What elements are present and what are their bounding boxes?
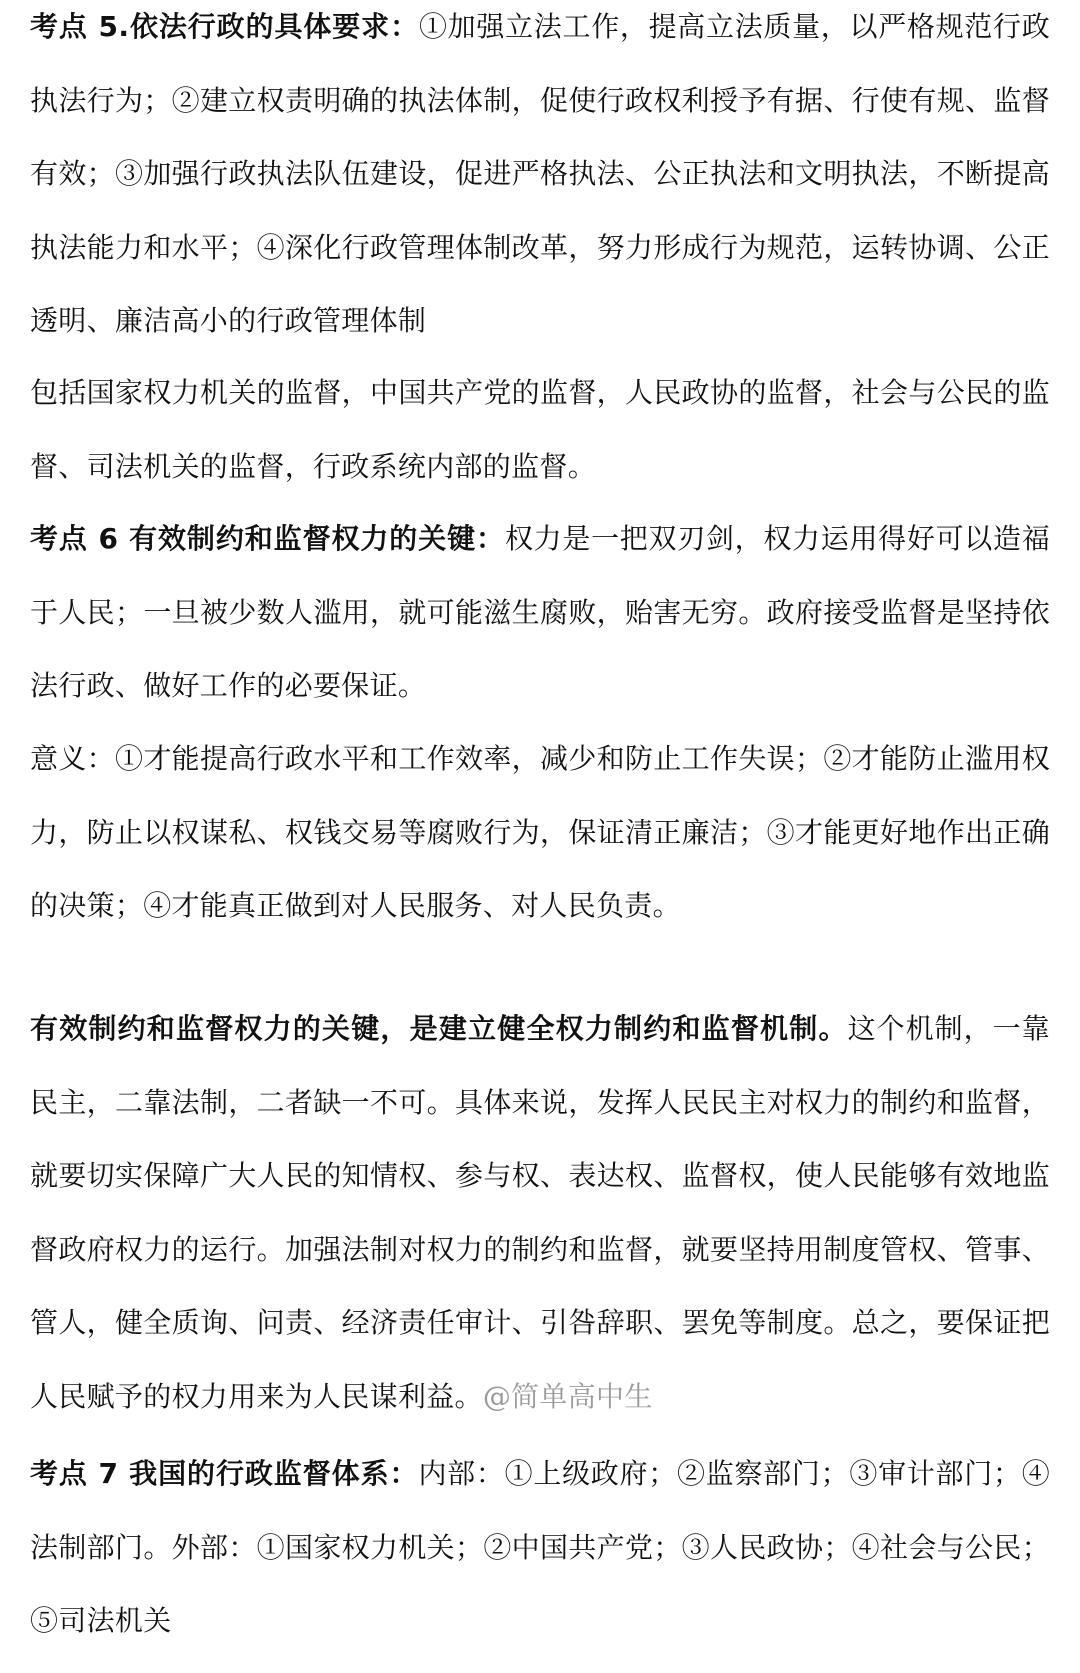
heading-point-5: 考点 5.依法行政的具体要求： bbox=[30, 10, 419, 43]
watermark-text: @简单高中生 bbox=[482, 1379, 653, 1413]
paragraph-supervision-list bbox=[30, 356, 1050, 503]
paragraph-key-mechanism bbox=[30, 992, 1050, 1433]
heading-point-6: 考点 6 有效制约和监督权力的关键： bbox=[30, 522, 505, 555]
paragraph-point-6 bbox=[30, 502, 1050, 723]
body-point-5: ①加强立法工作，提高立法质量，以严格规范行政执法行为；②建立权责明确的执法体制，促使行政权利授予有据、行使有规、监督有效；③加强行政执法队伍建设，促进严格执法、公正执法和文明执法，不断提高执法能力和水平；④深化行政管理体制改革，努力形成行为规范，运转协调、公正透明、廉洁高小的行政管理体制 bbox=[30, 10, 1050, 337]
paragraph-point-5 bbox=[30, 0, 1050, 358]
paragraph-significance bbox=[30, 722, 1050, 943]
heading-key-mechanism: 有效制约和监督权力的关键，是建立健全权力制约和监督机制。 bbox=[30, 1012, 848, 1045]
body-point-6: 权力是一把双刃剑，权力运用得好可以造福于人民；一旦被少数人滥用，就可能滋生腐败，贻害无穷。政府接受监督是坚持依法行政、做好工作的必要保证。 bbox=[30, 522, 1051, 702]
body-key-mechanism: 这个机制，一靠民主，二靠法制，二者缺一不可。具体来说，发挥人民民主对权力的制约和监督，就要切实保障广大人民的知情权、参与权、表达权、监督权，使人民能够有效地监督政府权力的运行。加强法制对权力的制约和监督，就要坚持用制度管权、管事、管人，健全质询、问责、经济责任审计、引咎辞职、罢免等制度。总之，要保证把人民赋予的权力用来为人民谋利益。 bbox=[30, 1012, 1050, 1413]
body-supervision-list: 包括国家权力机关的监督，中国共产党的监督，人民政协的监督，社会与公民的监督、司法机关的监督，行政系统内部的监督。 bbox=[30, 376, 1050, 483]
paragraph-point-7 bbox=[30, 1437, 1050, 1658]
body-significance: 意义：①才能提高行政水平和工作效率，减少和防止工作失误；②才能防止滥用权力，防止以权谋私、权钱交易等腐败行为，保证清正廉洁；③才能更好地作出正确的决策；④才能真正做到对人民服务、对人民负责。 bbox=[30, 742, 1050, 922]
body-point-7: 内部：①上级政府；②监察部门；③审计部门；④法制部门。外部：①国家权力机关；②中国共产党；③人民政协；④社会与公民；⑤司法机关 bbox=[30, 1457, 1050, 1637]
heading-point-7: 考点 7 我国的行政监督体系： bbox=[30, 1457, 419, 1490]
